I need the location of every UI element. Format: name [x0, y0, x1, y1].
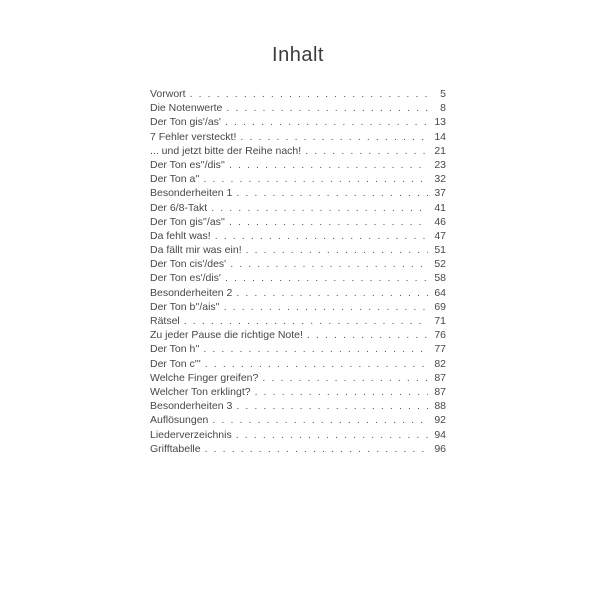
toc-entry-label: Auflösungen [150, 414, 209, 427]
dot-leader [224, 300, 428, 314]
dot-leader [236, 186, 428, 200]
toc-entry-label: Liederverzeichnis [150, 428, 232, 441]
toc-entry-page-number: 14 [434, 130, 446, 143]
toc-entry [150, 201, 446, 215]
toc-entry-page-number: 13 [434, 116, 446, 129]
dot-leader [205, 357, 428, 371]
toc-entry-label: Welche Finger greifen? [150, 371, 259, 384]
toc-entry [150, 286, 446, 300]
toc-entry [150, 257, 446, 271]
toc-entry-page-number: 92 [434, 414, 446, 427]
toc-entry-label: Der Ton a'' [150, 173, 200, 186]
toc-entry [150, 314, 446, 328]
toc-entry-label: Der Ton gis'/as' [150, 116, 221, 129]
toc-entry-page-number: 96 [434, 442, 446, 455]
dot-leader [211, 201, 428, 215]
toc-entry-label: ... und jetzt bitte der Reihe nach! [150, 144, 302, 157]
toc-entry-page-number: 64 [434, 286, 446, 299]
toc-entry-label: Da fehlt was! [150, 229, 211, 242]
toc-entry-page-number: 88 [434, 400, 446, 413]
toc-entry [150, 87, 446, 101]
toc-entry-page-number: 52 [434, 258, 446, 271]
toc-entry [150, 328, 446, 342]
toc-entry-label: Grifftabelle [150, 442, 201, 455]
toc-entry-page-number: 69 [434, 300, 446, 313]
toc-entry-page-number: 23 [434, 158, 446, 171]
toc-entry [150, 215, 446, 229]
dot-leader [229, 215, 428, 229]
toc-entry [150, 371, 446, 385]
toc-entry-label: Der Ton b''/ais'' [150, 300, 220, 313]
toc-entry [150, 243, 446, 257]
toc-entry-label: Besonderheiten 2 [150, 286, 233, 299]
toc-entry [150, 300, 446, 314]
toc-entry-page-number: 8 [440, 102, 446, 115]
dot-leader [190, 87, 428, 101]
dot-leader [230, 257, 428, 271]
toc-entry [150, 229, 446, 243]
toc-entry-label: Vorwort [150, 88, 186, 100]
toc-entry-page-number: 46 [434, 215, 446, 228]
book-page [150, 42, 446, 456]
toc-entry [150, 130, 446, 144]
toc-entry-label: Der Ton es''/dis'' [150, 158, 225, 171]
dot-leader [236, 428, 428, 442]
toc-entry [150, 413, 446, 427]
toc-entry-page-number: 87 [434, 371, 446, 384]
toc-entry-page-number: 5 [440, 88, 446, 100]
dot-leader [203, 342, 428, 356]
toc-entry-label: Der Ton gis''/as'' [150, 215, 225, 228]
toc-entry-page-number: 77 [434, 343, 446, 356]
toc-entry-page-number: 87 [434, 385, 446, 398]
toc-entry [150, 158, 446, 172]
toc-entry [150, 399, 446, 413]
toc-entry [150, 271, 446, 285]
toc-entry-page-number: 71 [434, 315, 446, 327]
toc-entry-label: Der Ton h'' [150, 343, 200, 356]
toc-entry-page-number: 32 [434, 173, 446, 186]
dot-leader [229, 158, 428, 172]
toc-entry [150, 144, 446, 158]
toc-entry [150, 101, 446, 115]
toc-entry [150, 428, 446, 442]
dot-leader [225, 271, 428, 285]
table-of-contents [150, 87, 446, 456]
toc-entry-page-number: 47 [434, 229, 446, 242]
toc-entry-label: Zu jeder Pause die richtige Note! [150, 329, 303, 342]
dot-leader [184, 314, 428, 328]
toc-entry [150, 342, 446, 356]
dot-leader [305, 144, 428, 158]
dot-leader [226, 101, 428, 115]
toc-entry-label: Der Ton cis'/des' [150, 258, 227, 271]
dot-leader [262, 371, 428, 385]
toc-entry-page-number: 76 [434, 329, 446, 342]
dot-leader [246, 243, 428, 257]
dot-leader [236, 286, 428, 300]
toc-entry [150, 172, 446, 186]
dot-leader [240, 130, 428, 144]
toc-entry [150, 442, 446, 456]
dot-leader [212, 413, 428, 427]
dot-leader [205, 442, 428, 456]
toc-entry-label: Besonderheiten 3 [150, 400, 233, 413]
toc-entry [150, 385, 446, 399]
dot-leader [307, 328, 428, 342]
toc-entry-page-number: 51 [434, 244, 446, 257]
toc-entry [150, 357, 446, 371]
page-title: Inhalt [272, 44, 324, 66]
toc-entry-label: Besonderheiten 1 [150, 187, 233, 200]
toc-entry-page-number: 37 [434, 187, 446, 200]
toc-entry-label: Da fällt mir was ein! [150, 244, 242, 257]
toc-entry-label: Der Ton c''' [150, 357, 201, 370]
dot-leader [203, 172, 428, 186]
toc-entry-page-number: 21 [434, 144, 446, 157]
dot-leader [236, 399, 428, 413]
dot-leader [225, 115, 428, 129]
toc-entry-page-number: 58 [434, 272, 446, 285]
toc-entry-label: Welcher Ton erklingt? [150, 385, 251, 398]
toc-entry [150, 186, 446, 200]
toc-entry-page-number: 82 [434, 357, 446, 370]
dot-leader [255, 385, 428, 399]
toc-entry-label: 7 Fehler versteckt! [150, 130, 237, 143]
toc-entry-page-number: 41 [434, 201, 446, 214]
toc-entry-label: Die Notenwerte [150, 102, 223, 115]
toc-entry-label: Der Ton es'/dis' [150, 272, 221, 285]
toc-entry [150, 115, 446, 129]
toc-entry-page-number: 94 [434, 428, 446, 441]
toc-entry-label: Der 6/8-Takt [150, 201, 208, 214]
dot-leader [215, 229, 428, 243]
toc-entry-label: Rätsel [150, 315, 180, 327]
